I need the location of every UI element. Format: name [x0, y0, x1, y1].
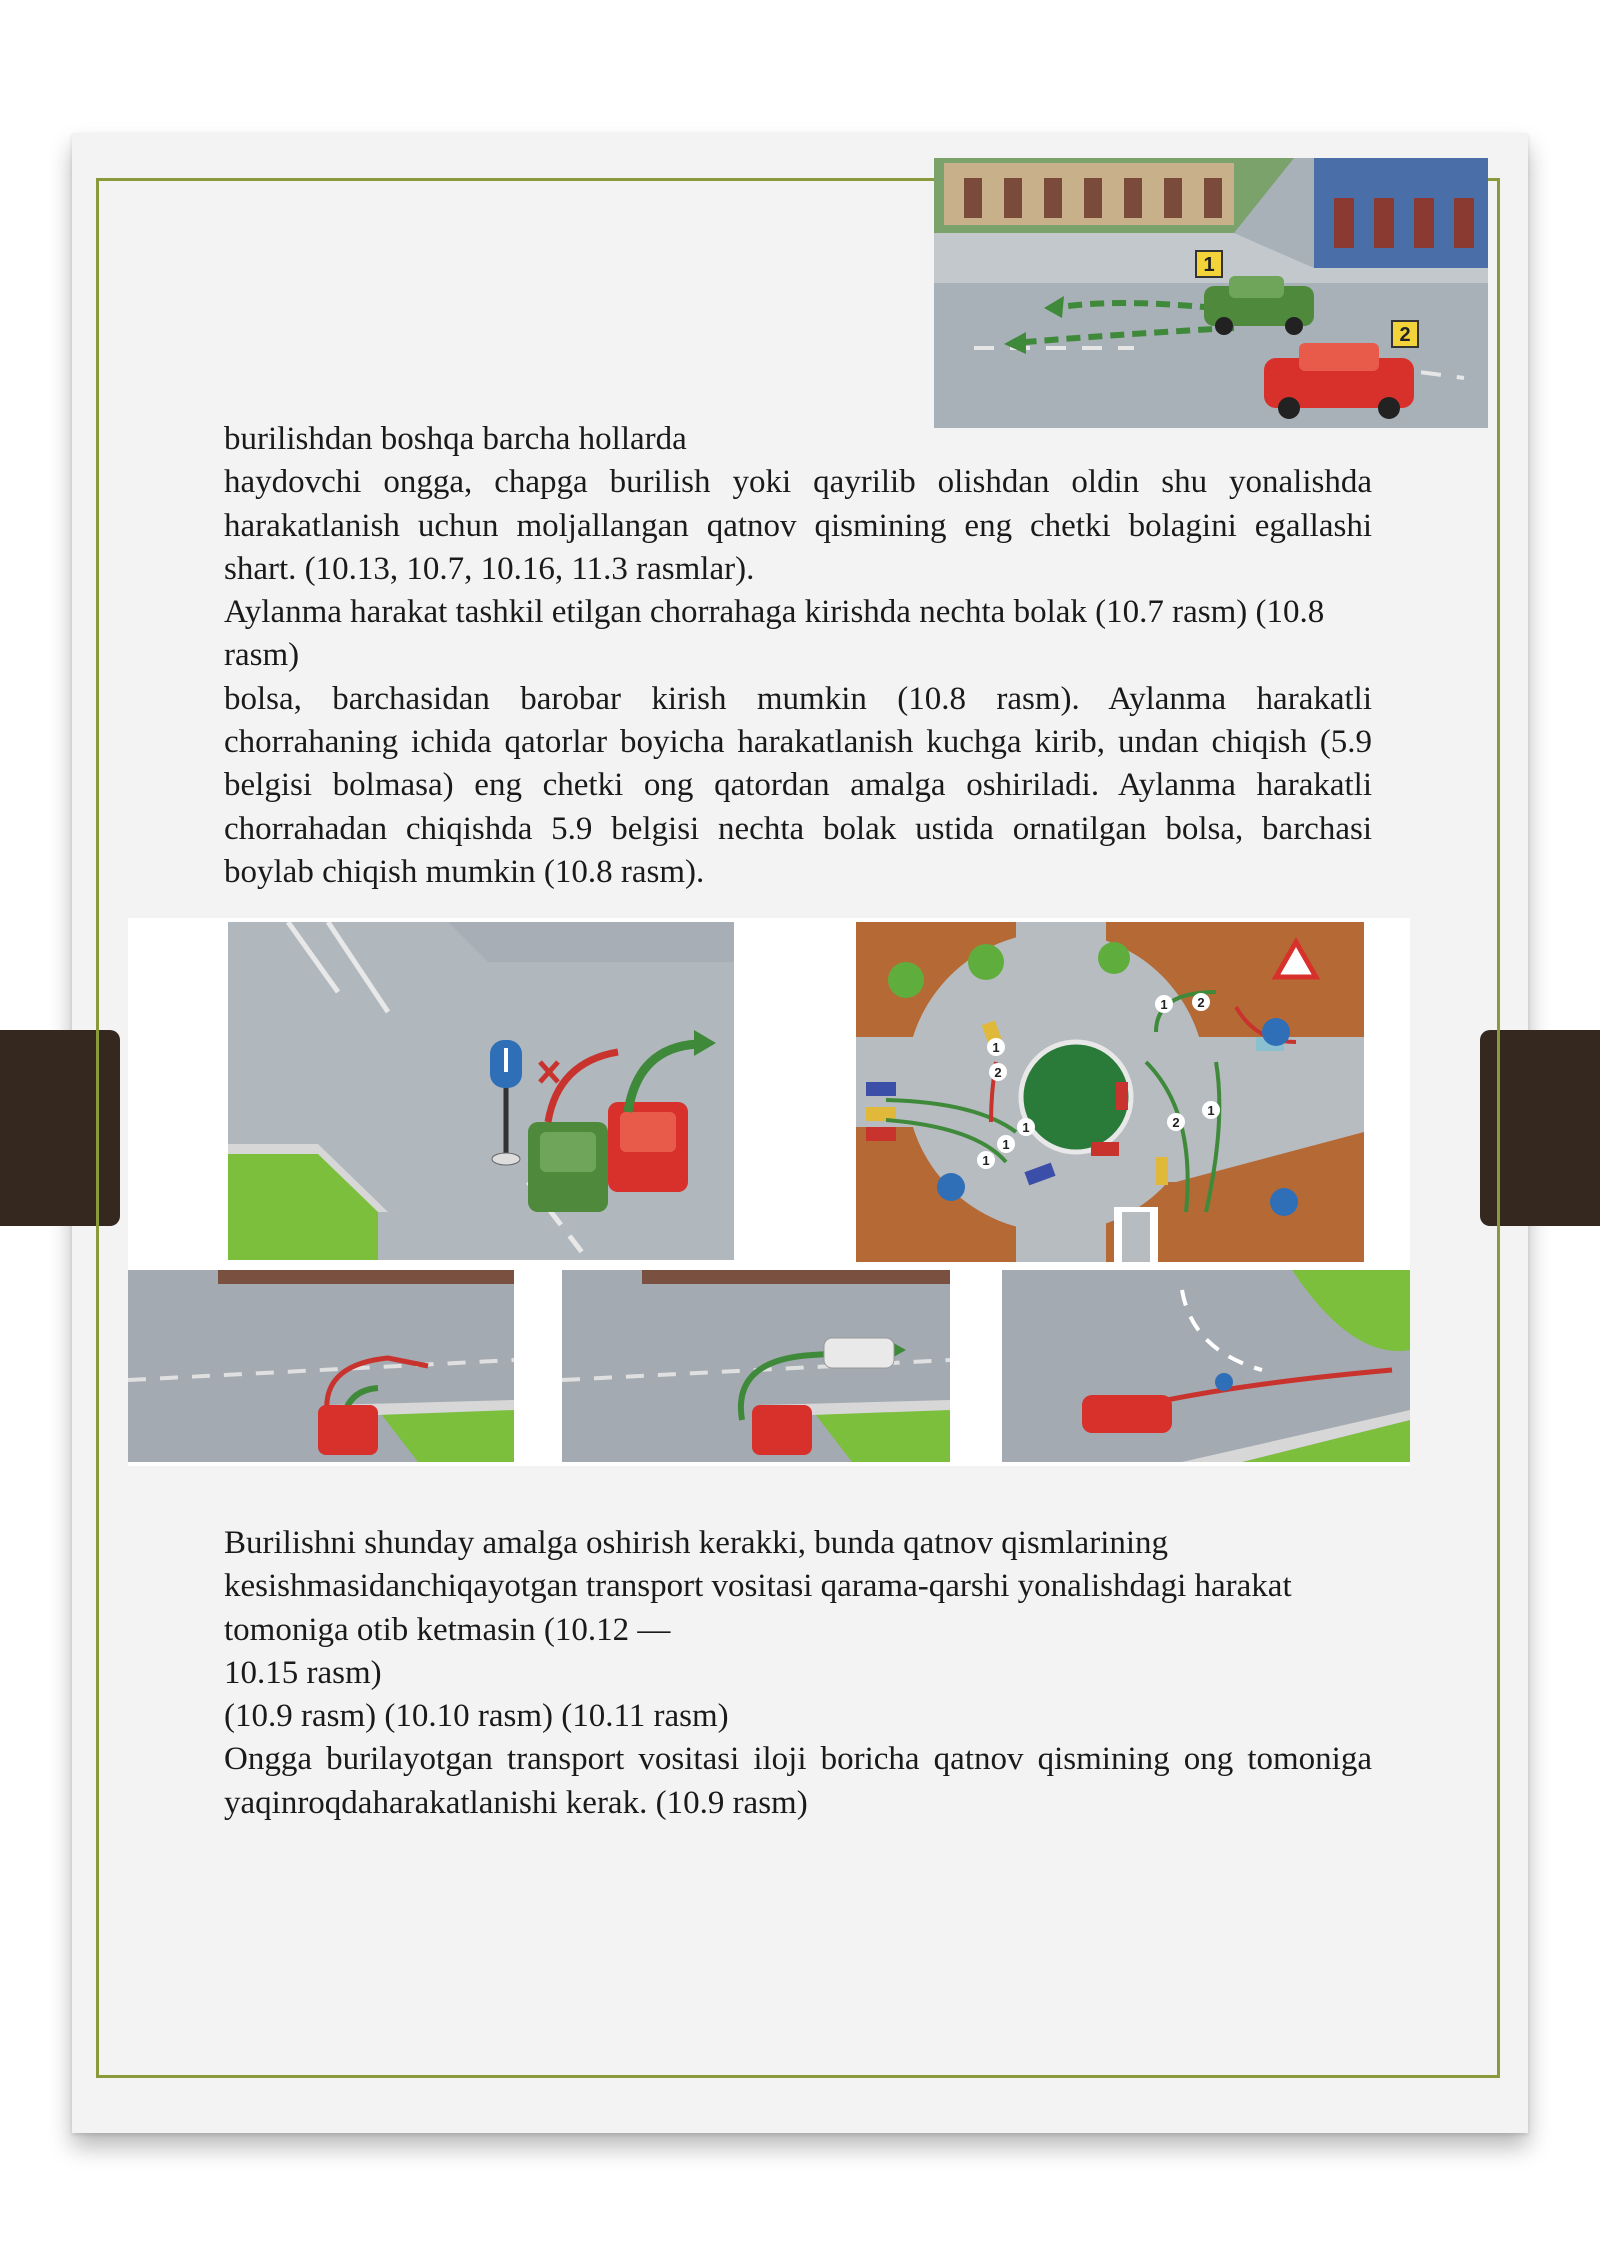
- figure-right-turn-3: [1002, 1270, 1410, 1462]
- paragraph-7: (10.9 rasm) (10.10 rasm) (10.11 rasm): [224, 1698, 729, 1735]
- figure-left-turn-sign: [228, 922, 734, 1260]
- text-block-bottom: [224, 1522, 1372, 1825]
- marker-1: 1: [1203, 254, 1215, 276]
- paragraph-3: Aylanma harakat tashkil etilgan chorrahaga kirishda nechta bolak (10.7 rasm) (10.8 rasm): [224, 594, 1325, 674]
- roundabout-marker: 2: [1172, 1115, 1180, 1130]
- text-block-top: [224, 418, 1372, 894]
- roundabout-marker: 1: [1022, 1120, 1030, 1135]
- paragraph-4: bolsa, barchasidan barobar kirish mumkin (10.8 rasm). Aylanma harakatli chorrahaning ichida qatorlar boyicha harakatlanish kuchga kirib, undan chiqish (5.9 belgisi bolmasa) eng chetki ong qatordan amalga oshiriladi. Aylanma harakatli chorrahadan chiqishda 5.9 belgisi nechta bolak ustida ornatilgan bolsa, barchasi boylab chiqish mumkin (10.8 rasm).: [224, 680, 1372, 890]
- figure-right-turn-1: [128, 1270, 514, 1462]
- roundabout-marker: 1: [1002, 1137, 1010, 1152]
- roundabout-marker: 2: [994, 1065, 1002, 1080]
- paragraph-8: Ongga burilayotgan transport vositasi iloji boricha qatnov qismining ong tomoniga yaqinroqdaharakatlanishi kerak. (10.9 rasm): [224, 1741, 1372, 1821]
- roundabout-marker: 1: [992, 1040, 1000, 1055]
- roundabout-marker: 2: [1197, 995, 1205, 1010]
- roundabout-marker: 1: [1207, 1103, 1215, 1118]
- marker-2: 2: [1399, 324, 1411, 346]
- figure-right-turn-2: [562, 1270, 950, 1462]
- paragraph-5: Burilishni shunday amalga oshirish kerakki, bunda qatnov qismlarining kesishmasidanchiqayotgan transport vositasi qarama-qarshi yonalishdagi harakat tomoniga otib ketmasin (10.12 —: [224, 1525, 1292, 1648]
- roundabout-marker: 1: [982, 1153, 990, 1168]
- roundabout-marker: 1: [1160, 997, 1168, 1012]
- figure-roundabout: [856, 922, 1364, 1262]
- paragraph-2: haydovchi ongga, chapga burilish yoki qayrilib olishdan oldin shu yonalishda harakatlanish uchun moljallangan qatnov qismining eng chetki bolagini egallashi shart. (10.13, 10.7, 10.16, 11.3 rasmlar).: [224, 464, 1372, 587]
- figure-lane-change: [934, 158, 1488, 428]
- paragraph-1: burilishdan boshqa barcha hollarda: [224, 421, 687, 457]
- paragraph-6: 10.15 rasm): [224, 1654, 382, 1691]
